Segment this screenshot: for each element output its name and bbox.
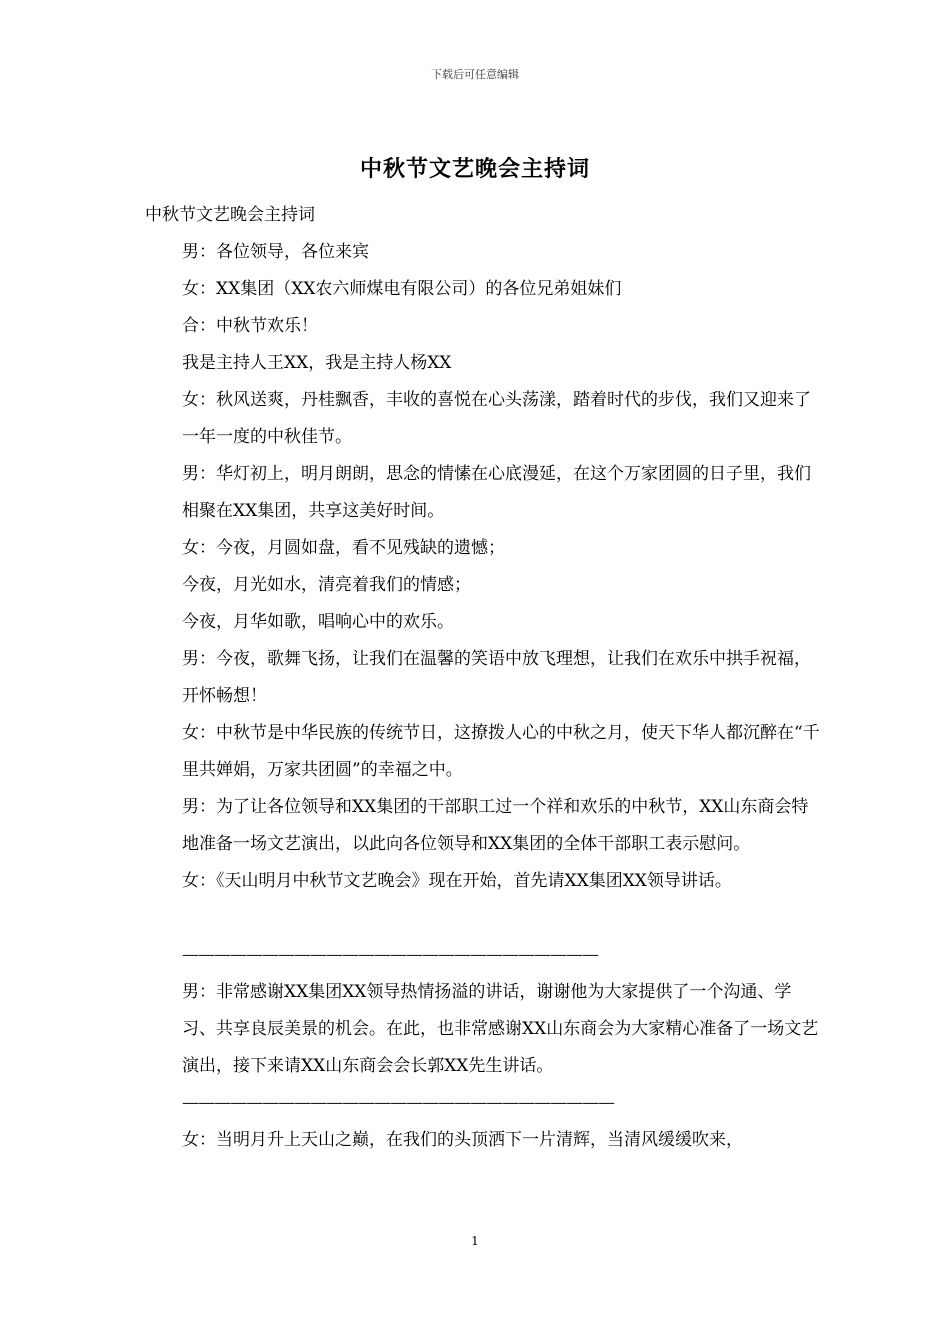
paragraph: 男：为了让各位领导和XX集团的干部职工过一个祥和欢乐的中秋节，XX山东商会特地准备一场文艺演出，以此向各位领导和XX集团的全体干部职工表示慰问。 (182, 797, 809, 854)
paragraph: 女：中秋节是中华民族的传统节日，这撩拨人心的中秋之月，使天下华人都沉醉在“千里共婵娟，万家共团圆”的幸福之中。 (182, 723, 820, 780)
paragraph: 合：中秋节欢乐！ (182, 316, 318, 336)
paragraph: 女：XX集团（XX农六师煤电有限公司）的各位兄弟姐妹们 (182, 279, 622, 299)
paragraph: 女：今夜，月圆如盘，看不见残缺的遗憾； (182, 538, 505, 558)
document-body (145, 197, 825, 1159)
paragraph: 男：华灯初上，明月朗朗，思念的情愫在心底漫延，在这个万家团圆的日子里，我们相聚在XX集团，共享这美好时间。 (182, 464, 811, 521)
paragraph: 女：秋风送爽，丹桂飘香，丰收的喜悦在心头荡漾，踏着时代的步伐，我们又迎来了一年一度的中秋佳节。 (182, 390, 811, 447)
document-title: 中秋节文艺晚会主持词 (359, 156, 590, 182)
paragraph: 男：今夜，歌舞飞扬，让我们在温馨的笑语中放飞理想，让我们在欢乐中拱手祝福，开怀畅想！ (182, 649, 811, 706)
divider-line: —————————————————————————— (182, 945, 598, 965)
paragraph: 男：各位领导，各位来宾 (182, 242, 369, 262)
divider-line: ——————————————————————————— (182, 1093, 614, 1113)
paragraph: 我是主持人王XX，我是主持人杨XX (182, 353, 452, 373)
blank-line (145, 900, 825, 937)
paragraph: 今夜，月华如歌，唱响心中的欢乐。 (182, 612, 454, 632)
paragraph-subtitle: 中秋节文艺晚会主持词 (145, 205, 315, 225)
paragraph: 女：当明月升上天山之巅，在我们的头顶洒下一片清辉，当清风缓缓吹来， (182, 1130, 743, 1150)
paragraph: 今夜，月光如水，清亮着我们的情感； (182, 575, 471, 595)
paragraph: 女：《天山明月中秋节文艺晚会》现在开始，首先请XX集团XX领导讲话。 (182, 871, 732, 891)
page-number: 1 (471, 1234, 479, 1248)
paragraph: 男：非常感谢XX集团XX领导热情扬溢的讲话，谢谢他为大家提供了一个沟通、学习、共享良辰美景的机会。在此，也非常感谢XX山东商会为大家精心准备了一场文艺演出，接下来请XX山东商会会长郭XX先生讲话。 (182, 982, 819, 1076)
header-note: 下载后可任意编辑 (431, 68, 519, 81)
